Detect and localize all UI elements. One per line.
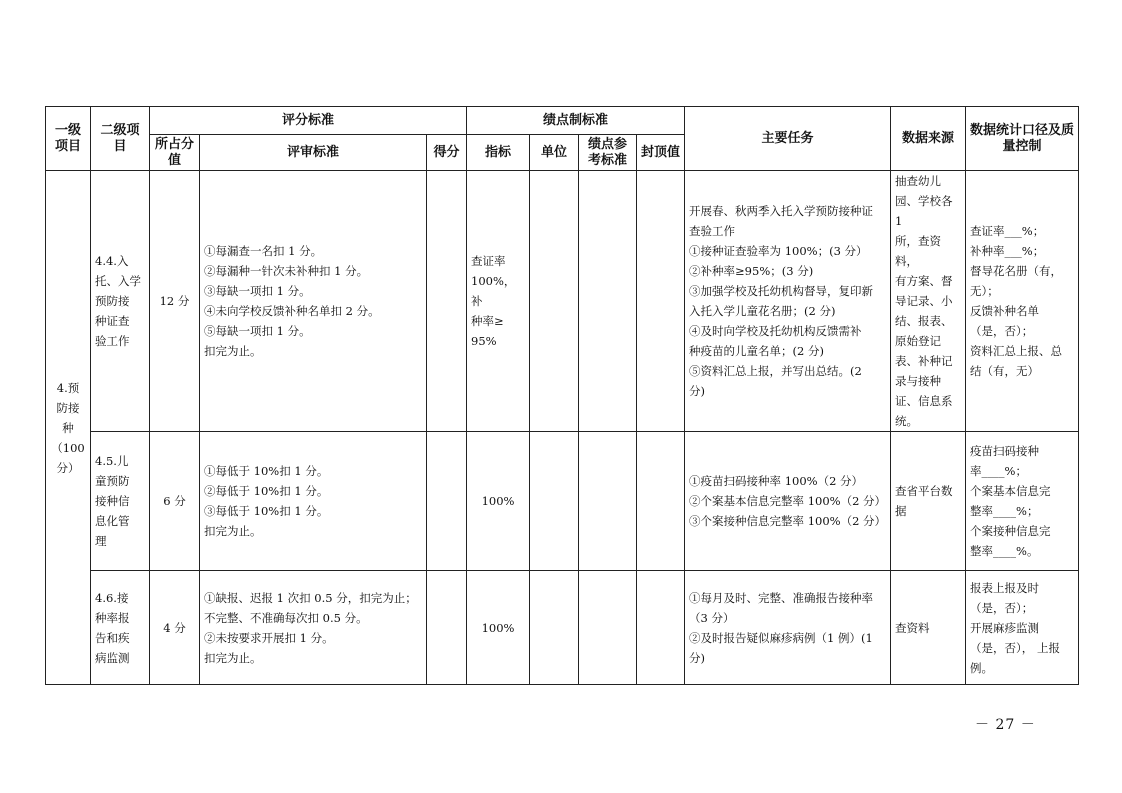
quality-cell	[966, 171, 1079, 432]
text-line: ③个案接种信息完整率 100%（2 分）	[689, 514, 887, 528]
cap-cell	[637, 571, 685, 685]
text-line: 4.5.儿	[95, 454, 129, 468]
text-line: 息化管	[95, 514, 130, 528]
text-line: ②及时报告疑似麻疹病例（1 例）(1	[689, 630, 873, 645]
text-line: ①缺报、迟报 1 次扣 0.5 分，扣完为止；	[204, 590, 417, 605]
text-line: 4.6.接	[95, 590, 129, 605]
text-line: 园、学校各 1	[895, 194, 953, 228]
text-line: 原始登记	[895, 334, 942, 348]
text-line: （是，否）；	[970, 324, 1034, 338]
header-reference: 绩点参考标准	[579, 135, 637, 171]
text-line: 疫苗扫码接种	[970, 444, 1040, 458]
text-line: 100%，补	[471, 274, 516, 308]
text-line: 开展春、秋两季入托入学预防接种证	[689, 204, 874, 218]
score-cell	[427, 571, 467, 685]
quality-cell	[966, 432, 1079, 571]
text-line: 据	[895, 504, 907, 518]
text-line: （是，否）， 上报	[970, 640, 1060, 655]
text-line: 证、信息系	[895, 394, 953, 408]
header-scoring: 评分标准	[150, 107, 467, 135]
text-line: 个案基本信息完	[970, 484, 1051, 498]
text-line: ①接种证查验率为 100%；(3 分）	[689, 244, 868, 258]
weight-cell: 4 分	[150, 571, 200, 685]
criteria-cell	[200, 171, 427, 432]
score-cell	[427, 171, 467, 432]
table-row	[46, 171, 1079, 432]
text-line: 开展麻疹监测	[970, 620, 1040, 635]
header-level1: 一级项目	[46, 107, 91, 171]
text-line: ③加强学校及托幼机构督导，复印新	[689, 284, 874, 298]
text-line: 100%	[481, 494, 515, 508]
reference-cell	[579, 432, 637, 571]
header-points-weight: 所占分值	[150, 135, 200, 171]
quality-cell	[966, 571, 1079, 685]
text-line: 种证查	[95, 314, 130, 328]
text-line: 所，查资料，	[895, 234, 942, 268]
header-cap: 封顶值	[637, 135, 685, 171]
text-line: 理	[95, 534, 107, 548]
text-line: 结、报表、	[895, 314, 953, 328]
text-line: 统。	[895, 414, 919, 428]
text-line: 种率≥	[471, 314, 504, 328]
source-cell	[891, 432, 966, 571]
text-line: 种疫苗的儿童名单；(2 分)	[689, 344, 824, 358]
text-line: 分)	[689, 384, 706, 398]
header-quality: 数据统计口径及质量控制	[966, 107, 1079, 171]
text-line: 整率____%；	[970, 504, 1039, 518]
text-line: 验工作	[95, 334, 130, 348]
text-line: （3 分）	[689, 610, 735, 625]
item-cell	[91, 171, 150, 432]
text-line: ①每漏查一名扣 1 分。	[204, 244, 323, 258]
text-line: 病监测	[95, 650, 130, 665]
score-cell	[427, 432, 467, 571]
indicator-cell	[467, 571, 530, 685]
header-tasks: 主要任务	[685, 107, 891, 171]
text-line: 录与接种	[895, 374, 942, 388]
page-number: － 27 －	[975, 717, 1036, 733]
text-line: ②每漏种一针次未补种扣 1 分。	[204, 264, 369, 278]
text-line: 率____%；	[970, 464, 1027, 478]
evaluation-table	[45, 106, 1079, 685]
text-line: 查资料	[895, 620, 930, 635]
text-line: 接种信	[95, 494, 130, 508]
criteria-cell	[200, 571, 427, 685]
text-line: 查省平台数	[895, 484, 953, 498]
text-line: 查验工作	[689, 224, 736, 238]
tasks-cell	[685, 432, 891, 571]
header-criteria: 评审标准	[200, 135, 427, 171]
cap-cell	[637, 432, 685, 571]
text-line: 4.预	[56, 380, 80, 395]
header-performance: 绩点制标准	[467, 107, 685, 135]
text-line: 查证率___%；	[970, 224, 1045, 238]
text-line: 种	[62, 420, 74, 435]
text-line: 导记录、小	[895, 294, 953, 308]
reference-cell	[579, 571, 637, 685]
source-cell	[891, 571, 966, 685]
text-line: 个案接种信息完	[970, 524, 1051, 538]
cap-cell	[637, 171, 685, 432]
text-line: 4.4.入	[95, 254, 129, 268]
text-line: 督导花名册（有，	[970, 264, 1063, 278]
unit-cell	[530, 432, 579, 571]
text-line: ②未按要求开展扣 1 分。	[204, 630, 334, 645]
header-score: 得分	[427, 135, 467, 171]
text-line: 扣完为止。	[204, 524, 262, 538]
header-unit: 单位	[530, 135, 579, 171]
text-line: ④未向学校反馈补种名单扣 2 分。	[204, 304, 380, 318]
reference-cell	[579, 171, 637, 432]
text-line: ③每低于 10%扣 1 分。	[204, 504, 329, 518]
text-line: ①疫苗扫码接种率 100%（2 分）	[689, 474, 864, 488]
text-line: 报表上报及时	[970, 580, 1040, 595]
text-line: 扣完为止。	[204, 650, 262, 665]
category-cell	[46, 171, 91, 685]
text-line: ②个案基本信息完整率 100%（2 分）	[689, 494, 887, 508]
unit-cell	[530, 571, 579, 685]
header-indicator: 指标	[467, 135, 530, 171]
text-line: 查证率	[471, 254, 506, 268]
text-line: 扣完为止。	[204, 344, 262, 358]
text-line: 结（有，无）	[970, 364, 1040, 378]
text-line: 分)	[689, 650, 706, 665]
text-line: 100%	[481, 620, 515, 635]
source-cell	[891, 171, 966, 432]
criteria-cell	[200, 432, 427, 571]
text-line: 反馈补种名单	[970, 304, 1040, 318]
text-line: ④及时向学校及托幼机构反馈需补	[689, 324, 862, 338]
text-line: 表、补种记	[895, 354, 953, 368]
text-line: 预防接	[95, 294, 130, 308]
table-row	[46, 571, 1079, 685]
unit-cell	[530, 171, 579, 432]
text-line: 补种率___%；	[970, 244, 1045, 258]
text-line: （100	[51, 440, 85, 455]
table-row	[46, 432, 1079, 571]
text-line: ⑤每缺一项扣 1 分。	[204, 324, 311, 338]
text-line: ②每低于 10%扣 1 分。	[204, 484, 329, 498]
text-line: 资料汇总上报、总	[970, 344, 1063, 358]
text-line: 不完整、不准确每次扣 0.5 分。	[204, 610, 368, 625]
text-line: 种率报	[95, 610, 130, 625]
text-line: ①每月及时、完整、准确报告接种率	[689, 590, 874, 605]
weight-cell: 12 分	[150, 171, 200, 432]
text-line: ①每低于 10%扣 1 分。	[204, 464, 329, 478]
header-level2: 二级项目	[91, 107, 150, 171]
text-line: 有方案、督	[895, 274, 953, 288]
weight-cell: 6 分	[150, 432, 200, 571]
item-cell	[91, 432, 150, 571]
text-line: 抽查幼儿	[895, 174, 942, 188]
text-line: 告和疾	[95, 630, 130, 645]
text-line: 托、入学	[95, 274, 141, 288]
text-line: 入托入学儿童花名册；(2 分)	[689, 304, 836, 318]
text-line: 95%	[471, 334, 497, 348]
text-line: ③每缺一项扣 1 分。	[204, 284, 311, 298]
tasks-cell	[685, 171, 891, 432]
tasks-cell	[685, 571, 891, 685]
text-line: 例。	[970, 660, 994, 675]
item-cell	[91, 571, 150, 685]
text-line: （是，否）；	[970, 600, 1034, 615]
text-line: 防接	[56, 400, 80, 415]
text-line: 无）；	[970, 284, 999, 298]
text-line: 童预防	[95, 474, 130, 488]
indicator-cell	[467, 171, 530, 432]
header-source: 数据来源	[891, 107, 966, 171]
text-line: 分）	[56, 460, 80, 475]
indicator-cell	[467, 432, 530, 571]
text-line: 整率____%。	[970, 544, 1039, 558]
text-line: ⑤资料汇总上报，并写出总结。(2	[689, 364, 862, 378]
text-line: ②补种率≥95%；(3 分)	[689, 264, 814, 278]
